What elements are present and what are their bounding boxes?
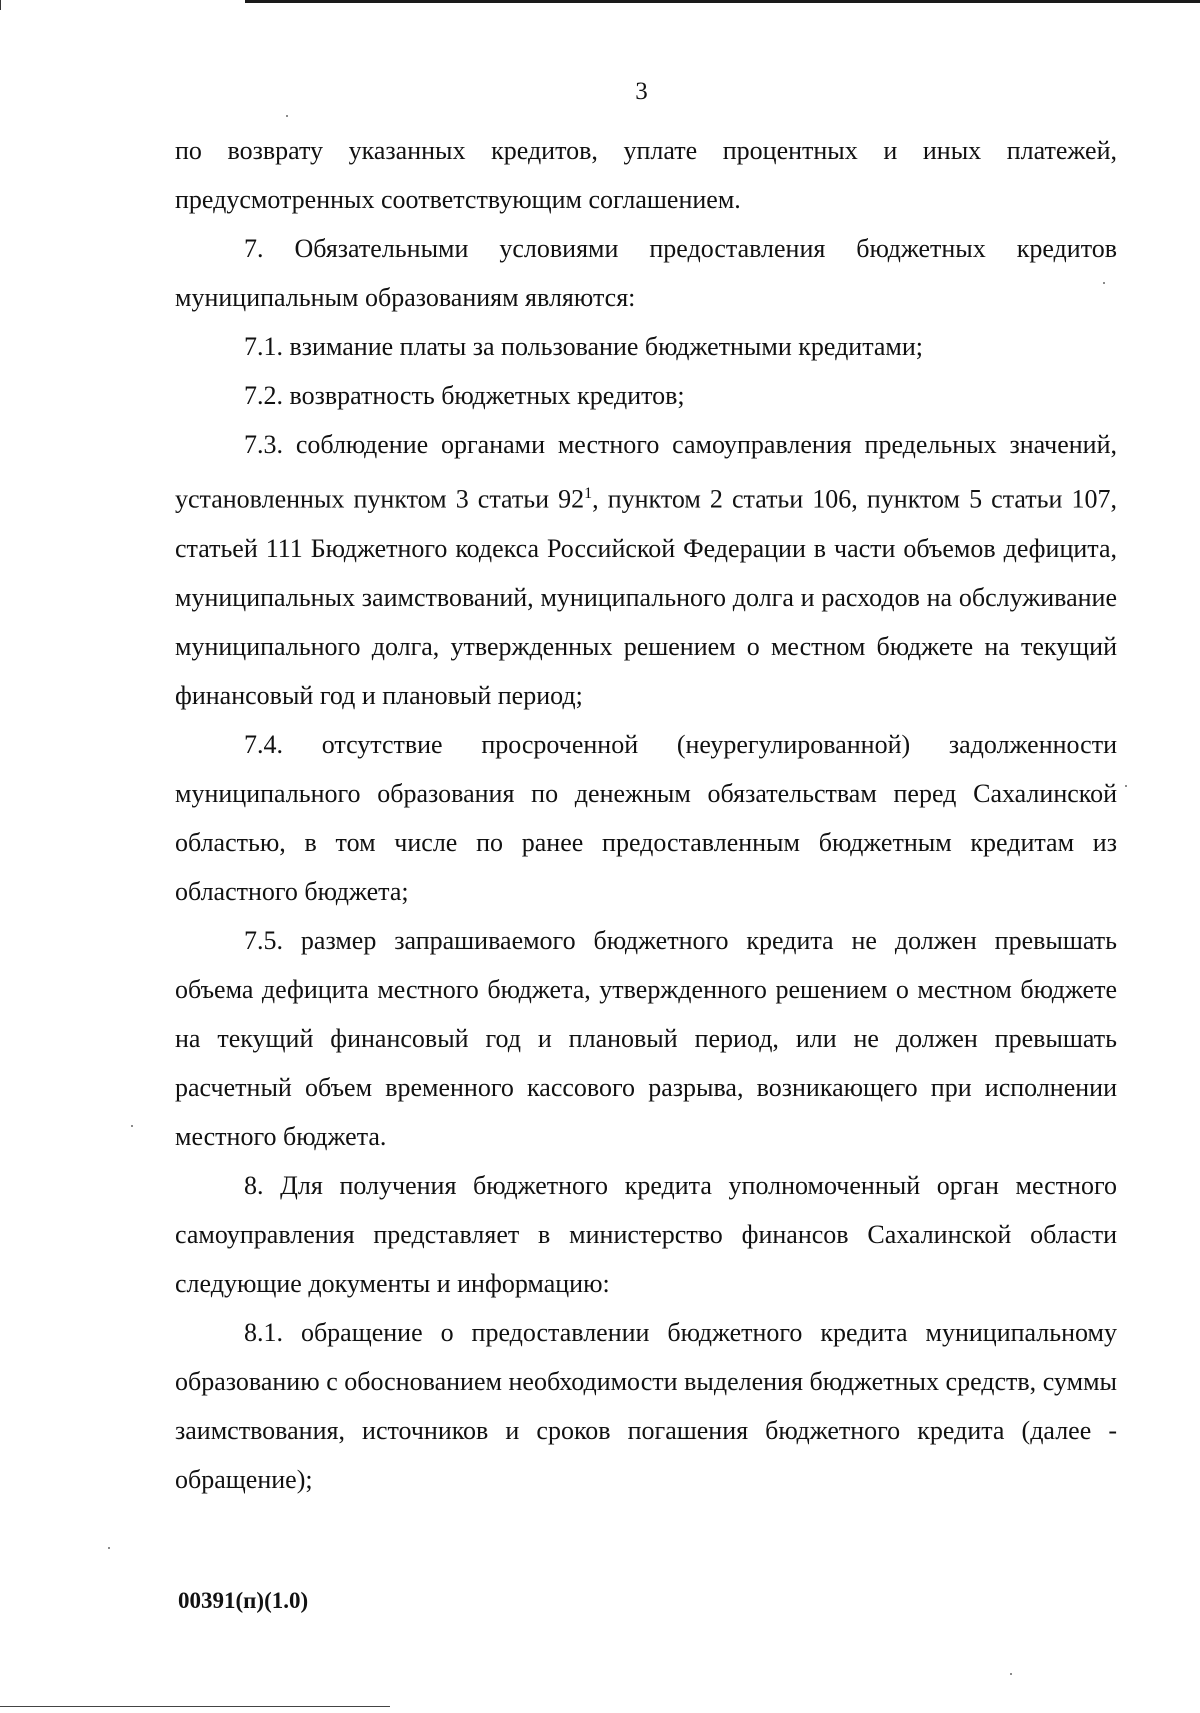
paragraph-8: 8. Для получения бюджетного кредита уполномоченный орган местного самоуправления представляет в министерство финансов Сахалинской области следующие документы и информацию: (175, 1170, 1117, 1298)
paragraph-7: 7. Обязательными условиями предоставления бюджетных кредитов муниципальным образованиям являются: (175, 234, 1117, 312)
scan-speck (131, 1125, 133, 1127)
document-body (175, 126, 1117, 1504)
scan-speck (1103, 282, 1105, 284)
paragraph-7-3 (175, 420, 1117, 720)
paragraph-7-4: 7.4. отсутствие просроченной (неурегулированной) задолженности муниципального образования по денежным обязательствам перед Сахалинской областью, в том числе по ранее предоставленным бюджетным кредитам из областного бюджета; (175, 729, 1117, 906)
scan-speck (286, 115, 288, 117)
page-number: 3 (635, 78, 648, 105)
superscript-footnote: 1 (584, 485, 593, 502)
scan-speck (1010, 1673, 1012, 1675)
paragraph-8-1: 8.1. обращение о предоставлении бюджетного кредита муниципальному образованию с обоснованием необходимости выделения бюджетных средств, суммы заимствования, источников и сроков погашения бюджетного кредита (далее - обращение); (175, 1317, 1117, 1494)
scan-speck (1125, 785, 1127, 787)
paragraph-7-3-text-start: 7.3. соблюдение органами местного самоуправления предельных значений, установленных пунктом 3 статьи 92 (175, 430, 1117, 514)
paragraph-continuation: по возврату указанных кредитов, уплате процентных и иных платежей, предусмотренных соответствующим соглашением. (175, 136, 1117, 214)
paragraph-7-2: 7.2. возвратность бюджетных кредитов; (244, 381, 685, 410)
paragraph-7-5: 7.5. размер запрашиваемого бюджетного кредита не должен превышать объема дефицита местного бюджета, утвержденного решением о местном бюджете на текущий финансовый год и плановый период, или не должен превышать расчетный объем временного кассового разрыва, возникающего при исполнении местного бюджета. (175, 925, 1117, 1151)
scan-speck (108, 1547, 110, 1549)
scan-edge-mark (0, 0, 1, 10)
paragraph-7-3-text-end: , пунктом 2 статьи 106, пунктом 5 статьи 107, статьей 111 Бюджетного кодекса Российской Федерации в части объемов дефицита, муниципальных заимствований, муниципального долга и расходов на обслуживание муниципального долга, утвержденных решением о местном бюджете на текущий финансовый год и плановый период; (175, 484, 1117, 710)
paragraph-7-1: 7.1. взимание платы за пользование бюджетными кредитами; (244, 332, 924, 361)
top-border-line (245, 0, 1200, 3)
bottom-border-line (0, 1706, 390, 1707)
document-code: 00391(п)(1.0) (178, 1588, 309, 1613)
